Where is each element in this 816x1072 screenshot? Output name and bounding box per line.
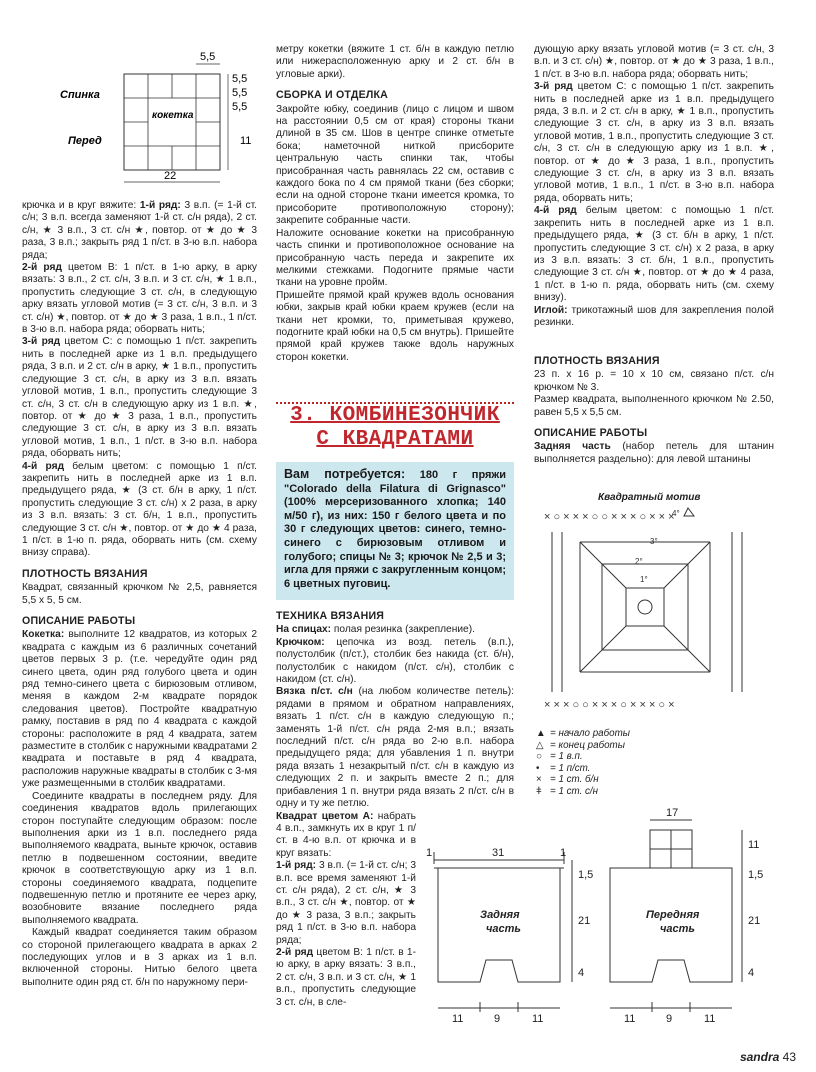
c3-heading-work: ОПИСАНИЕ РАБОТЫ	[534, 427, 648, 440]
end-icon: △	[536, 739, 544, 751]
row4-text: белым цветом: с помощью 1 п/ст. закрепить нить в последней арке из 1 в.п. предыдущего ряда, ★ (3 ст. б/н в арку, 1 п/ст. пропустить следующие 3 ст. с/н) х 2 раза, в арку из 3 в.п. вязать: 3 ст. б/н, 1 в.п., пропустить следующие 3 ст. с/н ★, повтор. от ★ до ★ 4 раза, 1 п/ст. в 1-ю п. ряда, оборвать нить (см. схему внизу справа).	[22, 460, 257, 559]
front-dim-bottom-2: 9	[666, 1013, 673, 1025]
title-line-2: С КВАДРАТАМИ	[316, 428, 474, 451]
page-number: 43	[782, 1050, 796, 1064]
row4-label: 4-й ряд	[22, 460, 65, 472]
back-dim-right-1: 1,5	[578, 869, 594, 881]
dim-right-1: 5,5	[232, 73, 248, 85]
needle-text: трикотажный шов для закрепления полой резинки.	[534, 304, 774, 328]
dim-bottom: 22	[164, 170, 177, 182]
col2-cont: метру кокетки (вяжите 1 ст. б/н в каждую петлю или нижерасположенную арку и 2 ст. б/н в угловые арки).	[276, 44, 514, 80]
back-part-label: Задняя часть	[534, 441, 611, 453]
sq-row2-label: 2-й ряд	[276, 946, 314, 958]
square-a-text: набрать 4 в.п., замкнуть их в круг 1 п/ст. в 4-ю в.п. от крючка и в круг вязать:	[276, 810, 416, 859]
start-icon: ▲	[536, 728, 546, 739]
row1-label: 1-й ряд:	[139, 200, 181, 211]
c3-heading-density: ПЛОТНОСТЬ ВЯЗАНИЯ	[534, 355, 660, 367]
tech-knit-label: На спицах:	[276, 624, 332, 636]
c3-density-2: Размер квадрата, выполненного крючком № 2.50, равен 5,5 х 5,5 см.	[534, 394, 774, 418]
heading-work: ОПИСАНИЕ РАБОТЫ	[22, 615, 136, 627]
legend-dc: = 1 ст. с/н	[550, 785, 599, 797]
needle-label: Иглой:	[534, 304, 568, 316]
col1-intro: крючка и в круг вяжите:	[22, 200, 137, 211]
legend-sc: = 1 ст. б/н	[550, 774, 599, 786]
c3-row3-text: цветом C: с помощью 1 п/ст. закрепить нить в последней арке из 1 в.п. предыдущего ряда, 3 в.п. и 2 ст. с/н в арку, ★ 1 в.п., пропустить следующие 3 ст. с/н, в арку из 3 в.п. вязать угловой мотив, 1 в.п., пропустить следующие 3 ст. с/н, 3 ст. с/н в следующую арку из 1 в.п. ★, повтор. от ★ до ★ 3 раза, 1 в.п., пропустить следующие 3 ст. с/н, в арку из 3 в.п. вязать угловой мотив, 1 в.п., 1 п/ст. в 3-ю в.п. набора ряда, оборвать нить;	[534, 81, 774, 204]
label-front: Перед	[68, 135, 102, 147]
slip-icon: •	[536, 762, 540, 774]
legend-end: = конец работы	[550, 739, 625, 751]
back-dim-right-2: 21	[578, 915, 591, 927]
materials-label: Вам потребуется:	[284, 467, 406, 481]
materials-text: 180 г пряжи "Colorado della Filatura di Grignasco" (100% мерсеризованного хлопка; 140 м/50 г), из них: 150 г белого цвета и по 30 г следующих цветов: синего, темно-синего с бирюзовым отливом и голубого; спицы № 3; крючок № 2,5 и 3; игла для пряжи с закругленным концом; 6 цветных пуговиц.	[284, 469, 506, 590]
row3-label: 3-й ряд	[22, 336, 61, 348]
column-1	[22, 200, 257, 989]
crochet-motif-chart	[540, 502, 760, 717]
tech-knit-text: полая резинка (закрепление).	[333, 624, 475, 636]
sq-row1-label: 1-й ряд:	[276, 860, 317, 872]
dim-right-3: 5,5	[232, 101, 248, 113]
back-label-1: Задняя	[480, 909, 520, 921]
back-dim-top-right: 1	[560, 847, 567, 859]
c3-row4-text: белым цветом: с помощью 1 п/ст. закрепить нить в последней арке из 1 в.п. предыдущего ряда, ★ (3 ст. б/н в арку, 1 п/ст. пропустить следующие 3 ст. с/н) х 2 раза, в арку из 3 в.п. вязать: 3 ст. б/н, 1 в.п., пропустить следующие 3 ст. с/н ★, повтор. от ★ до ★ 4 раза, 1 п/ст. в 1-ю п. ряда, оборвать нить (см. схему внизу).	[534, 205, 774, 304]
row1-text: 3 в.п. (= 1-й ст. с/н; 3 в.п. всегда заменяют 1-й ст. с/н ряда), 2 ст. с/н, ★ 3 в.п., 3 ст. с/н ★, повтор. от ★ до ★ 3 раза, 3 в.п.; закрыть ряд 1 п/ст. в 3-ю в.п. набора ряда;	[22, 200, 257, 261]
column-3	[534, 44, 774, 329]
back-part-text: (набор петель для штанин выполняется раздельно): для левой штанины	[534, 441, 774, 465]
dim-right-4: 11	[240, 135, 252, 147]
c3-density-1: 23 п. х 16 р. = 10 х 10 см, связано п/ст. с/н крючком № 3.	[534, 369, 774, 393]
row2-label: 2-й ряд	[22, 262, 62, 274]
label-yoke: кокетка	[152, 110, 194, 121]
chain-icon: ○	[536, 751, 542, 763]
chart-legend	[536, 728, 630, 798]
magazine-brand: sandra	[739, 1050, 780, 1064]
tech-crochet-text: цепочка из возд. петель (в.п.), полустолбик (п/ст.), столбик без накида (ст. б/н), полустолбик с накидом (п/ст. с/н), столбик с накидом (ст. с/н).	[276, 636, 514, 686]
front-label-1: Передняя	[646, 909, 700, 921]
lace-text: Пришейте прямой край кружев вдоль основания юбки, закрыв край юбки краем кружев (если на ткани нет кромки, то, приметывая кружево, подогните край юбки на 0,5 см внутрь). Пришейте прямой край кружев также вдоль наружных сторон кокетки.	[276, 289, 514, 363]
c3-row3-label: 3-й ряд	[534, 81, 573, 93]
front-dim-bottom-1: 11	[624, 1013, 636, 1025]
heading-assembly: СБОРКА И ОТДЕЛКА	[276, 89, 388, 102]
row2-text: цветом B: 1 п/ст. в 1-ю арку, в арку вязать: 3 в.п., 2 ст. с/н, 3 в.п. и 3 ст. с/н, ★ 1 в.п., пропустить следующие 3 ст. с/н, в следующую арку вязать угловой мотив (= 3 ст. с/н, 3 в.п. и 3 ст. с/н) ★, повтор. от ★ до ★ 3 раза, 1 в.п., 1 п/ст. в 3-ю в.п. набора ряда; оборвать нить;	[22, 262, 257, 336]
sq-row1-text: 3 в.п. (= 1-й ст. с/н; 3 в.п. все время заменяют 1-й ст. с/н ряда), 2 ст. с/н, ★ 3 в.п., 3 ст. с/н ★, повтор. от ★ до ★ 3 раза, 3 в.п.; закрыть ряд 1 п/ст. в 3-ю в.п. набора ряда;	[276, 860, 416, 946]
back-dim-top-mid: 31	[492, 847, 505, 859]
title-line-1: 3. КОМБИНЕЗОНЧИК	[290, 404, 500, 427]
back-dim-bottom-1: 11	[452, 1013, 464, 1025]
motif-title: Квадратный мотив	[598, 492, 701, 503]
svg-text:× × × ○ ○ × × × ○ × × × ○ ×: × × × ○ ○ × × × ○ × × × ○ ×	[544, 699, 675, 711]
svg-text:× ○ × × × ○ ○ × × × ○ × × ×: × ○ × × × ○ ○ × × × ○ × × ×	[544, 511, 675, 523]
legend-slip: = 1 п/ст.	[550, 762, 591, 774]
square-a-label: Квадрат цветом А:	[276, 810, 374, 822]
back-dim-right-3: 4	[578, 967, 585, 979]
dc-icon: ǂ	[536, 785, 542, 797]
density-text: Квадрат, связанный крючком № 2,5, равняется 5,5 х 5, 5 см.	[22, 582, 257, 606]
legend-chain: = 1 в.п.	[550, 751, 583, 763]
back-dim-bottom-2: 9	[494, 1013, 501, 1025]
front-dim-right-2: 1,5	[748, 869, 764, 881]
yoke-text: выполните 12 квадратов, из которых 2 квадрата с каждым из 6 различных сочетаний цветов первых 3 р. (т.е. чередуйте один ряд синего цвета, один ряд голубого цвета и один ряд темно-синего цвета с бирюзовым отливом, меняя в каждом 2-м квадрате порядок следования цветов). Постройте квадратную рамку, поставив в ряд по 4 квадрата с каждой стороны: расположите в ряд 4 квадрата, затем разместите в столбик с наружными квадратами 2 квадрата и поставьте в ряд 4 квадрата, расположив наружные квадраты в столбик с 3-мя уже размещенными в столбик квадратами.	[22, 629, 257, 790]
legend-start: = начало работы	[550, 728, 630, 739]
pattern-diagrams	[420, 800, 800, 1030]
page-footer	[740, 1050, 796, 1064]
tech-crochet-label: Крючком:	[276, 636, 325, 648]
svg-text:1°: 1°	[640, 575, 648, 584]
sq-row2-text: цветом B: 1 п/ст. в 1-ю арку, в арку вязать: 3 в.п., 2 ст. с/н, 3 в.п. и 3 ст. с/н, ★ 1 в.п., пропустить следующие 3 ст. с/н, в сле-	[276, 946, 416, 1008]
back-label-2: часть	[486, 923, 521, 935]
front-label-2: часть	[660, 923, 695, 935]
back-dim-bottom-3: 11	[532, 1013, 544, 1025]
yoke-label: Кокетка:	[22, 629, 65, 641]
front-dim-top: 17	[666, 807, 679, 819]
heading-technique: ТЕХНИКА ВЯЗАНИЯ	[276, 610, 385, 622]
label-back: Спинка	[60, 89, 100, 101]
front-dim-bottom-3: 11	[704, 1013, 716, 1025]
svg-text:4°: 4°	[672, 509, 680, 518]
article-title	[276, 402, 514, 456]
front-dim-right-3: 21	[748, 915, 761, 927]
heading-density: ПЛОТНОСТЬ ВЯЗАНИЯ	[22, 567, 148, 580]
assembly-text: Закройте юбку, соединив (лицо с лицом и швом на расстоянии 0,5 см от края) стороны ткани длиной в 35 см. Шов в центре спинке отметьте бока; наметочной ниткой присборите центральную часть спинки так, чтобы присобранная часть равнялась 22 см, оставив с каждого бока по 4 см прямой ткани (без сборки; если на одной стороне ткани имеется кромка, то присоборите противоположную сторону); закрепите собранные части.	[276, 103, 514, 227]
row3-text: цветом C: с помощью 1 п/ст. закрепить нить в последней арке из 1 в.п. предыдущего ряда, 3 в.п. и 2 ст. с/н в арку, ★ 1 в.п., пропустить следующие 3 ст. с/н, в арку из 3 в.п. вязать угловой мотив, 1 в.п., пропустить следующие 3 ст. с/н, 3 ст. с/н в следующую арку из 1 в.п. ★, повтор. от ★ до ★ 3 раза, 1 в.п., пропустить следующие 3 ст. с/н, в арку из 3 в.п. вязать угловой мотив, 1 в.п., 1 п/ст. в 3-ю в.п. набора ряда, оборвать нить;	[22, 336, 257, 460]
tech-hdc-label: Вязка п/ст. с/н	[276, 686, 353, 698]
each-text: Каждый квадрат соединяется таким образом со стороной прилегающего квадрата в арках 2 последующих углов и в 3 арках из 1 в.п. включенной стороны. Нитью белого цвета выполните один ряд ст. б/н по наружному пери-	[22, 927, 257, 988]
column-3-lower	[534, 355, 774, 466]
join-text: Соедините квадраты в последнем ряду. Для соединения квадратов вдоль прилегающих сторон поступайте следующим образом: после выполнения арки из 1 в.п. последнего ряда выполняемого квадрата, выньте крючок, оставив петлю в подвешенном состоянии, введите крючок в соответствующую арку из 1 в.п. стороны соединяемого квадрата, подцепите подвешенную петлю и протяните ее через арку, возобновите вязание последнего ряда выполняемого квадрата.	[22, 790, 257, 926]
back-dim-top-left: 1	[426, 847, 433, 859]
c3-row4-label: 4-й ряд	[534, 205, 577, 217]
tech-hdc-text: (на любом количестве петель): рядами в прямом и обратном направлениях, вязать 1 п/ст. с/н в каждую следующую п.; заменять 1-й п/ст. с/н ряда 2-мя в.п.; вязать последний п/ст. с/н ряда во 2-ю в.п. набора предыдущего ряда; для убавления 1 п. внутри ряда вязать 1 незакрытый п/ст. с/н в каждую из следующих 2 п. и закрыть вместе 2 п.; для прибавления 1 п. внутри ряда вязать 2 п/ст. с/н в одну и ту же петлю.	[276, 686, 514, 810]
svg-text:3°: 3°	[650, 537, 658, 546]
materials-box	[276, 462, 514, 600]
front-dim-right-4: 4	[748, 967, 755, 979]
col3-cont: дующую арку вязать угловой мотив (= 3 ст. с/н, 3 в.п. и 3 ст. с/н) ★, повтор. от ★ до ★ 3 раза, 1 в.п., 1 п/ст. в 3-ю в.п. набора ряда; оборвать нить;	[534, 44, 774, 80]
dim-right-2: 5,5	[232, 87, 248, 99]
dim-top: 5,5	[200, 51, 216, 63]
column-2	[276, 44, 514, 364]
attach-text: Наложите основание кокетки на присобранную часть спинки и противоположное основание на присобранную часть переда и закрепите их мелкими стежками. Подогните прямые части ткани на уровне пройм.	[276, 227, 514, 289]
yoke-diagram	[60, 40, 260, 190]
sc-icon: ×	[536, 774, 542, 786]
front-dim-right-1: 11	[748, 839, 760, 851]
svg-text:2°: 2°	[635, 557, 643, 566]
